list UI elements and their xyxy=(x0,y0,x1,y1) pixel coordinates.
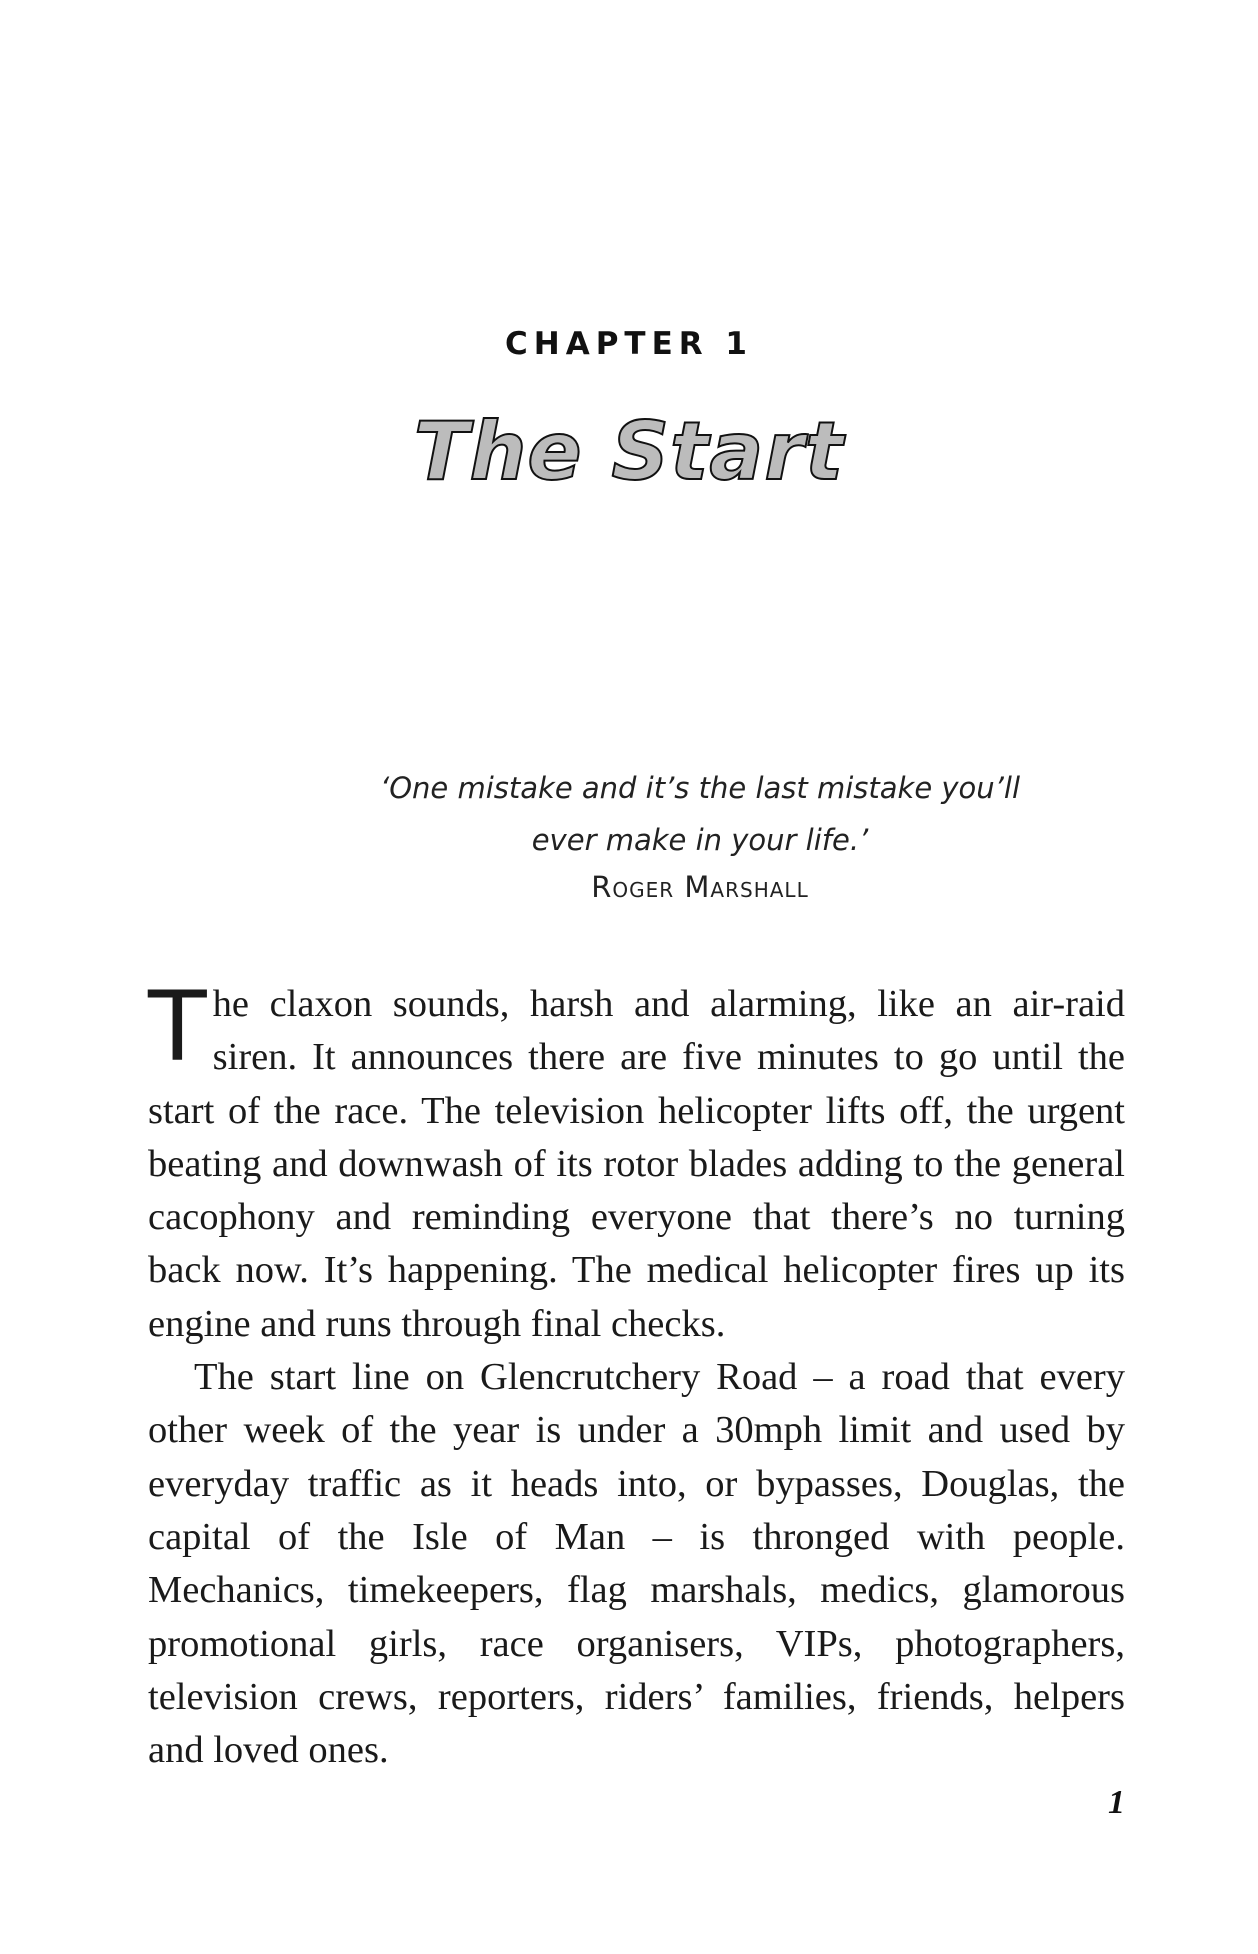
chapter-label: CHAPTER 1 xyxy=(505,326,753,362)
epigraph-line-1: ‘One mistake and it’s the last mistake you’ll xyxy=(379,771,1020,805)
chapter-title: The Start xyxy=(413,405,845,498)
paragraph-2: The start line on Glencrutchery Road – a road that every other week of the year is under a 30mph limit and used by everyday traffic as it heads into, or bypasses, Douglas, the capital of the Isle of Man – is thronged with people. Mechanics, timekeepers, flag marshals, medics, glamorous promotional girls, race organisers, VIPs, photographers, television crews, reporters, riders’ families, friends, helpers and loved ones. xyxy=(148,1356,1125,1772)
paragraph-1 xyxy=(148,971,1125,1351)
drop-cap: T xyxy=(148,971,207,1083)
epigraph-quote xyxy=(260,762,1140,866)
body-text xyxy=(148,971,1125,1777)
page-number: 1 xyxy=(1108,1784,1125,1821)
paragraph-1-text: he claxon sounds, harsh and alarming, like an air-raid siren. It announces there are five minutes to go until the start of the race. The television helicopter lifts off, the urgent beating and downwash of its rotor blades adding to the general cacophony and reminding everyone that there’s no turning back now. It’s happening. The medical helicopter fires up its engine and runs through final checks. xyxy=(148,983,1125,1345)
epigraph-attribution: Roger Marshall xyxy=(591,870,809,904)
epigraph-line-2: ever make in your life.’ xyxy=(531,823,869,857)
